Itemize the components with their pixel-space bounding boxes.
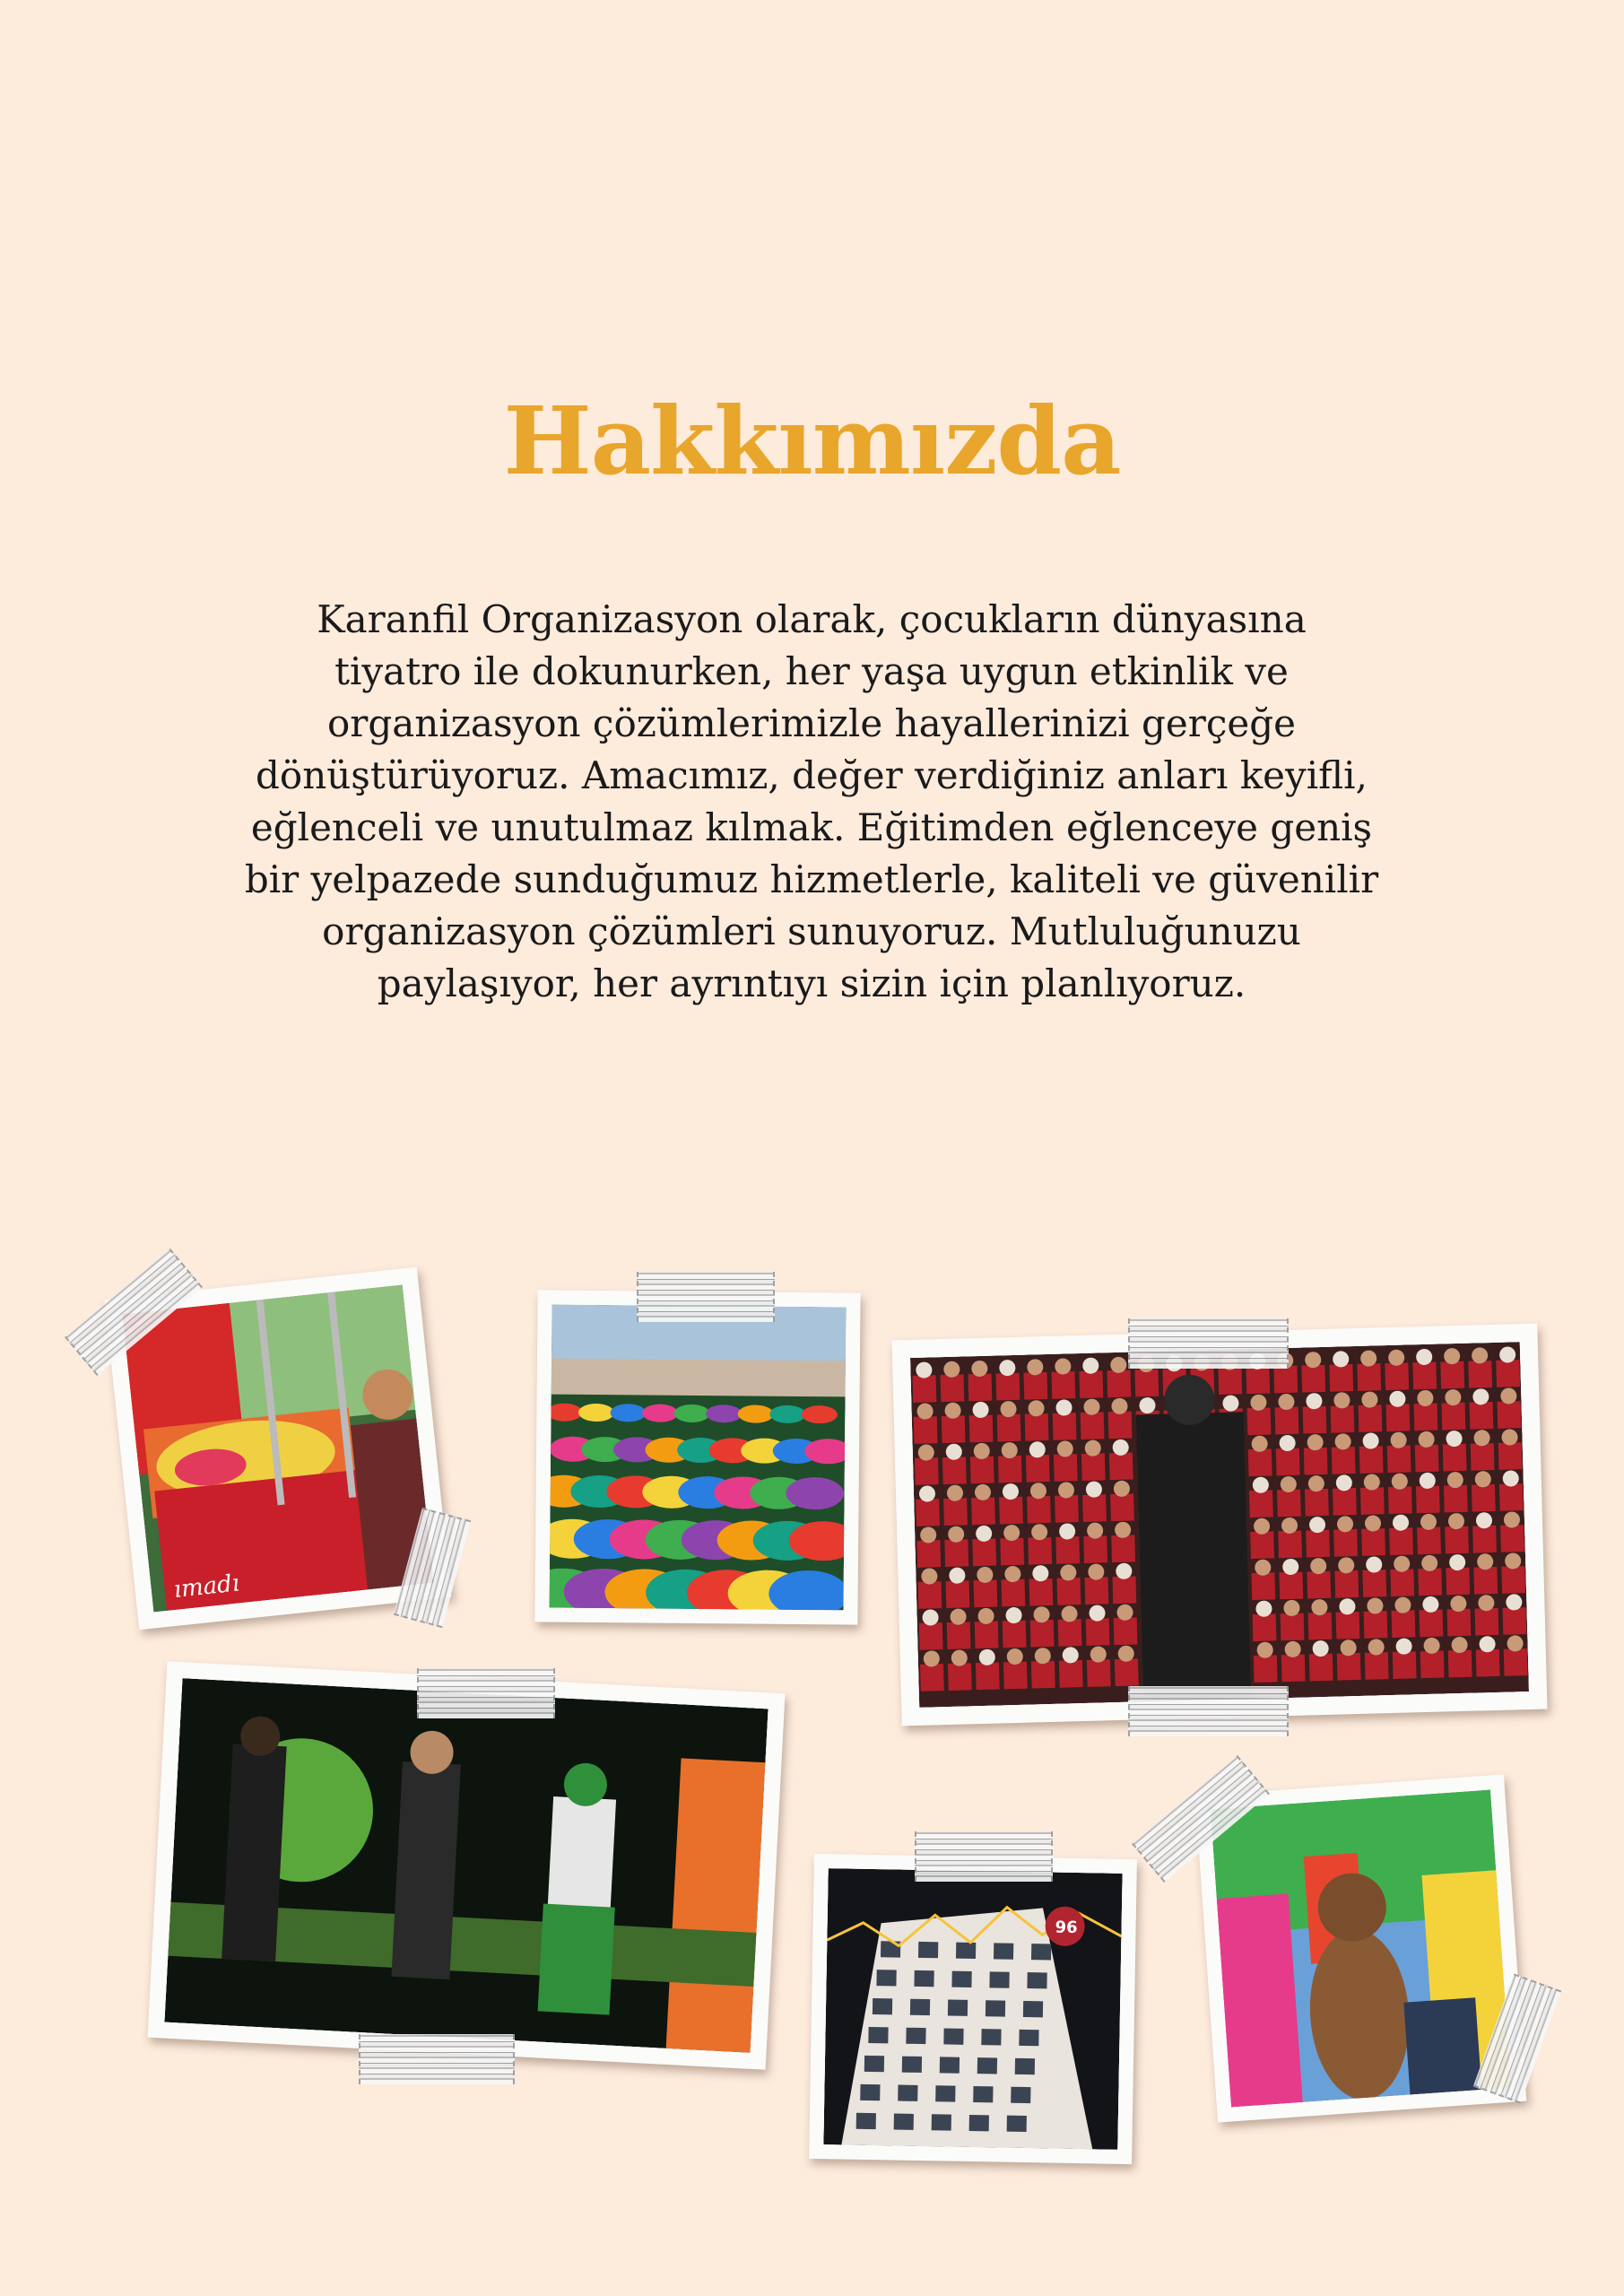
tape-strip [359, 2034, 515, 2084]
about-paragraph [184, 594, 1439, 1010]
photo-frame-audience [891, 1324, 1547, 1726]
decorated-building-night-photo [823, 1868, 1122, 2150]
team-logo-text: 96 [1055, 1918, 1078, 1938]
tape-strip [1128, 1686, 1289, 1736]
tape-strip [417, 1668, 555, 1718]
machine-brand-text: ımadı [172, 1570, 241, 1604]
bear-mascot-inflatable-photo [1211, 1789, 1511, 2107]
paragraph-line: bir yelpazede sunduğumuz hizmetlerle, kaliteli ve güvenilir [244, 857, 1379, 901]
paragraph-line: eğlenceli ve unutulmaz kılmak. Eğitimden eğlenceye geniş [250, 805, 1373, 849]
stage-play-actors-photo [164, 1678, 768, 2053]
photo-frame-stage-play [147, 1661, 785, 2070]
paragraph-line: organizasyon çözümlerimizle hayallerinizi gerçeğe [327, 701, 1296, 745]
paragraph-line: Karanfil Organizasyon olarak, çocukların dünyasına [317, 597, 1307, 641]
photo-frame-cushions [534, 1290, 860, 1624]
tape-strip [637, 1272, 775, 1322]
paragraph-line: paylaşıyor, her ayrıntıyı sizin için planlıyoruz. [377, 961, 1246, 1005]
theater-audience-photo [910, 1342, 1529, 1708]
page-title: Hakkımızda [503, 386, 1121, 496]
colorful-floor-cushions-photo [550, 1305, 847, 1611]
paragraph-line: dönüştürüyoruz. Amacımız, değer verdiğiniz anları keyifli, [256, 753, 1368, 797]
photo-frame-bear-mascot [1195, 1774, 1527, 2122]
tape-strip [1128, 1318, 1289, 1369]
cotton-candy-machine-photo [122, 1285, 433, 1613]
paragraph-line: organizasyon çözümleri sunuyoruz. Mutluluğunuzu [322, 909, 1301, 953]
tape-strip [915, 1831, 1053, 1882]
photo-frame-building [809, 1854, 1137, 2164]
paragraph-line: tiyatro ile dokunurken, her yaşa uygun etkinlik ve [334, 649, 1289, 693]
